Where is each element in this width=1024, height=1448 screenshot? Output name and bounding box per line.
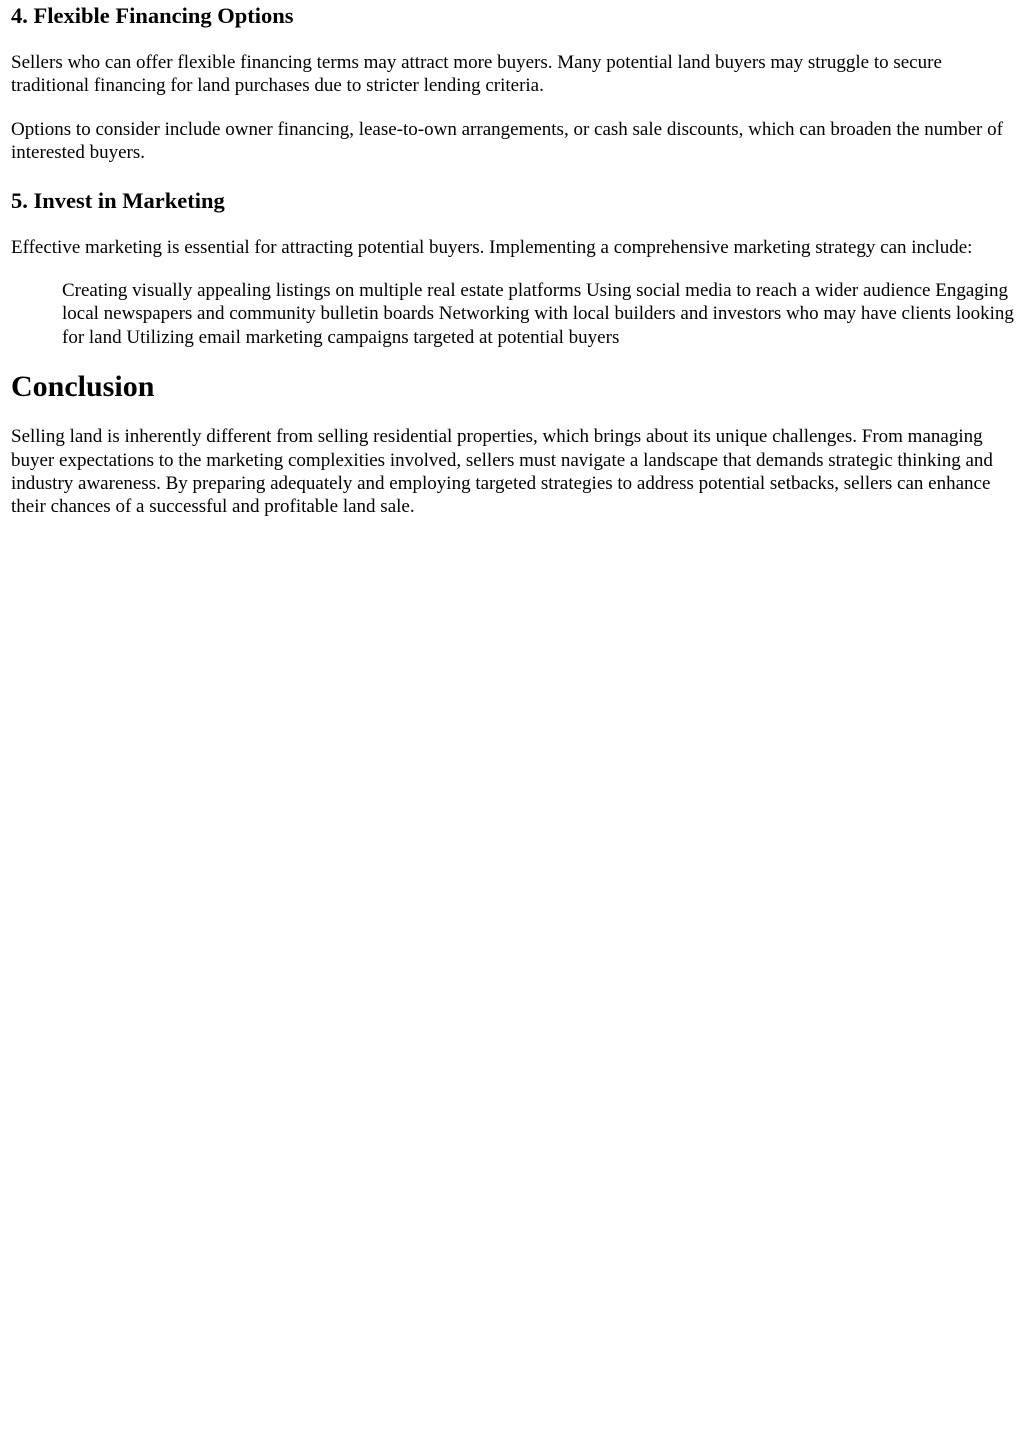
conclusion-paragraph: Selling land is inherently different from selling residential properties, which brings about its unique challenges. From managing buyer expectations to the marketing complexities involved, sellers must navigate a landscape that demands strategic thinking and industry awareness. By preparing adequately and employing targeted strategies to address potential setbacks, sellers can enhance their chances of a successful and profitable land sale. [11, 426, 993, 518]
section-heading-financing: 4. Flexible Financing Options [11, 3, 294, 28]
marketing-strategies-block: Creating visually appealing listings on multiple real estate platforms Using social media to reach a wider audience Engaging local newspapers and community bulletin boards Networking with local builders and investors who may have clients looking for land Utilizing email marketing campaigns targeted at potential buyers [62, 280, 1014, 348]
conclusion-heading: Conclusion [11, 370, 155, 404]
article-page [0, 2, 1024, 519]
marketing-intro-paragraph: Effective marketing is essential for attracting potential buyers. Implementing a comprehensive marketing strategy can include: [11, 236, 973, 258]
financing-paragraph-1: Sellers who can offer flexible financing terms may attract more buyers. Many potential land buyers may struggle to secure traditional financing for land purchases due to stricter lending criteria. [11, 52, 942, 97]
section-heading-marketing: 5. Invest in Marketing [11, 187, 225, 213]
financing-paragraph-2: Options to consider include owner financing, lease-to-own arrangements, or cash sale discounts, which can broaden the number of interested buyers. [11, 118, 1003, 164]
